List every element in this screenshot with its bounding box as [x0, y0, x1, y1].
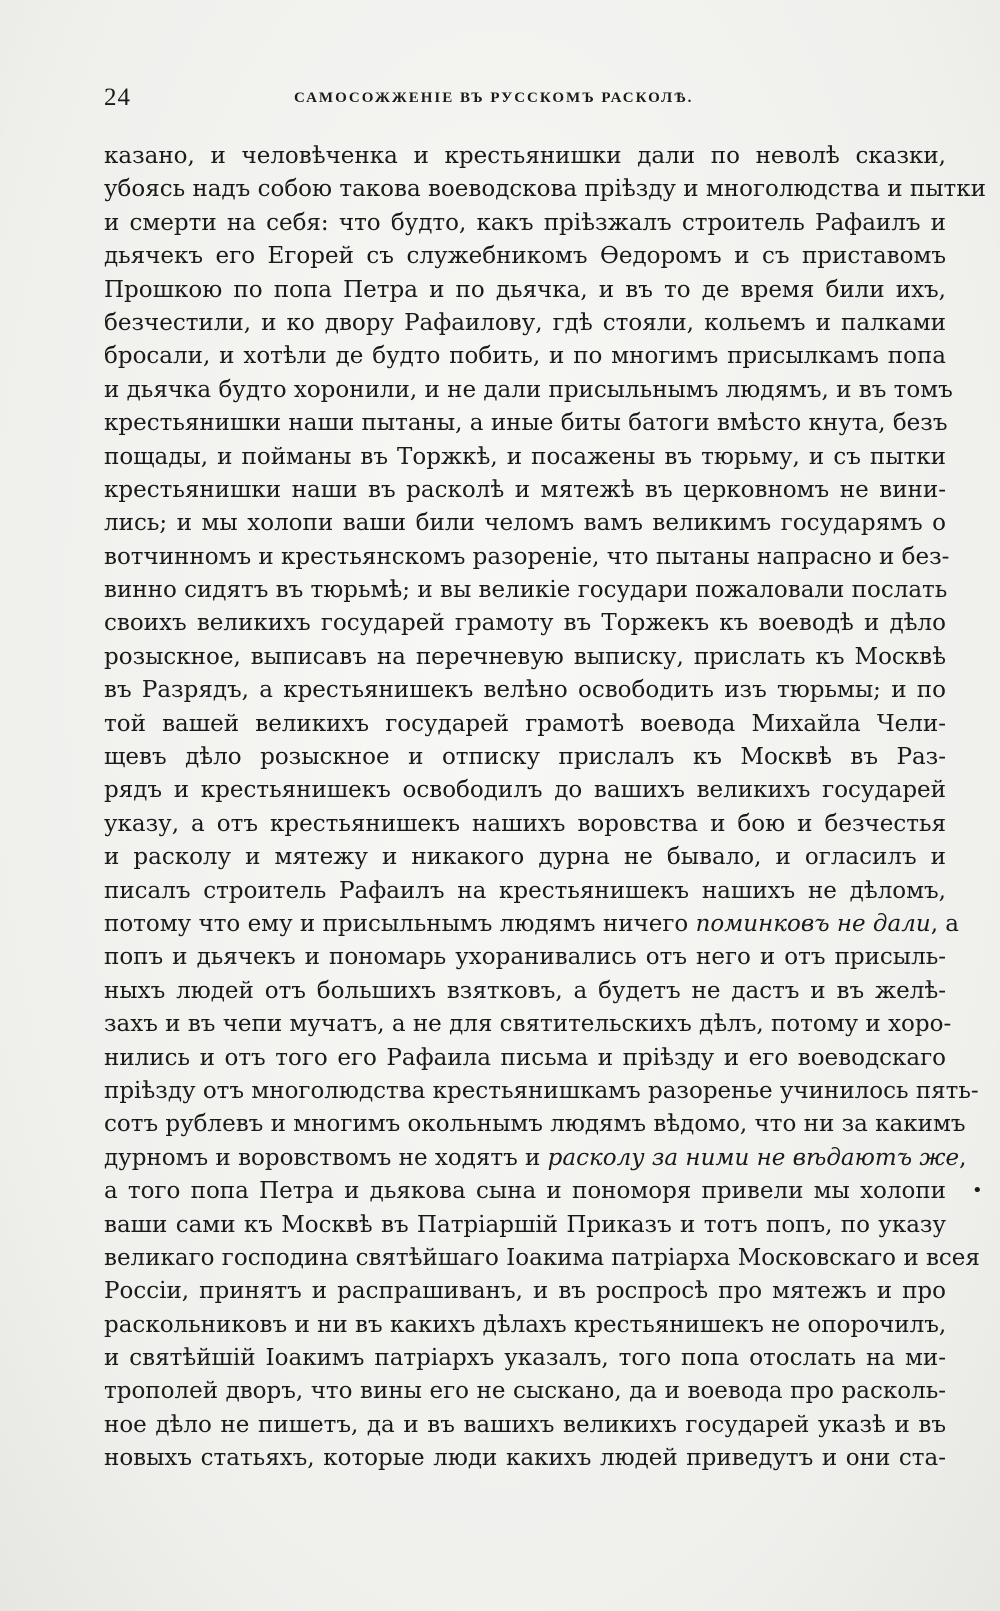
page-number: 24 — [104, 84, 131, 111]
text-line: крестьянишки наши въ расколѣ и мятежѣ въ церковномъ не вини- — [104, 476, 946, 503]
text-line: сотъ рублевъ и многимъ окольнымъ людямъ вѣдомо, что ни за какимъ — [104, 1111, 966, 1138]
text-line: щевъ дѣло розыскное и отписку прислалъ къ Москвѣ въ Раз- — [104, 744, 946, 771]
text-line: крестьянишки наши пытаны, а иные биты батоги вмѣсто кнута, безъ — [104, 410, 948, 437]
text-line: и расколу и мятежу и никакого дурна не бывало, и огласилъ и — [104, 844, 946, 871]
text-line: пріѣзду отъ многолюдства крестьянишкамъ разоренье учинилось пять- — [104, 1077, 979, 1104]
text-line: и дьячка будто хоронили, и не дали присыльнымъ людямъ, и въ томъ — [104, 376, 953, 403]
text-line: пощады, и пойманы въ Торжкѣ, и посажены въ тюрьму, и съ пытки — [104, 443, 946, 470]
text-line: въ Разрядъ, а крестьянишекъ велѣно освободить изъ тюрьмы; и по — [104, 677, 946, 704]
text-line: вотчинномъ и крестьянскомъ разореніе, что пытаны напрасно и без- — [104, 543, 950, 570]
text-line: безчестили, и ко двору Рафаилову, гдѣ стояли, кольемъ и палками — [104, 309, 946, 336]
text-line: Россіи, принятъ и распрашиванъ, и въ роспросѣ про мятежъ и про — [104, 1278, 946, 1305]
italic-phrase: расколу за ними не вѣдаютъ же — [547, 1144, 960, 1171]
text-line: ваши сами къ Москвѣ въ Патріаршій Приказъ и тотъ попъ, по указу — [104, 1211, 946, 1238]
text-line: дьячекъ его Егорей съ служебникомъ Өедоромъ и съ приставомъ — [104, 243, 946, 270]
text-line: ное дѣло не пишетъ, да и въ вашихъ великихъ государей указѣ и въ — [104, 1411, 946, 1438]
text-line: захъ и въ чепи мучатъ, а не для святительскихъ дѣлъ, потому и хоро- — [104, 1011, 952, 1038]
margin-dot: • — [972, 1180, 983, 1201]
body-text — [104, 140, 986, 1476]
text-line: той вашей великихъ государей грамотѣ воевода Михайла Чели- — [104, 710, 946, 737]
text-line: лись; и мы холопи ваши били челомъ вамъ великимъ государямъ о — [104, 510, 946, 537]
text-line: бросали, и хотѣли де будто побить, и по многимъ присылкамъ попа — [104, 343, 946, 370]
text-line: Прошкою по попа Петра и по дьячка, и въ то де время били ихъ, — [104, 276, 946, 303]
text-line: писалъ строитель Рафаилъ на крестьянишекъ нашихъ не дѣломъ, — [104, 877, 946, 904]
text-line: казано, и человѣченка и крестьянишки дали по неволѣ сказки, — [104, 143, 946, 169]
text-line: новыхъ статьяхъ, которые люди какихъ людей приведутъ и они ста- — [104, 1445, 946, 1472]
text-line: нились и отъ того его Рафаила письма и пріѣзду и его воеводскаго — [104, 1044, 946, 1071]
text-line: убоясь надъ собою такова воеводскова пріѣзду и многолюдства и пытки — [104, 176, 986, 203]
page-header — [104, 84, 924, 118]
text-line: и смерти на себя: что будто, какъ пріѣзжалъ строитель Рафаилъ и — [104, 209, 946, 236]
text-line: раскольниковъ и ни въ какихъ дѣлахъ крестьянишекъ не опорочилъ, — [104, 1311, 947, 1338]
text-line: великаго господина святѣйшаго Іоакима патріарха Московскаго и всея — [104, 1244, 980, 1271]
running-head: САМОСОЖЖЕНІЕ ВЪ РУССКОМЪ РАСКОЛѢ. — [294, 90, 694, 106]
text-line: дурномъ и воровствомъ не ходятъ и расколу за ними не вѣдаютъ же, — [104, 1144, 967, 1171]
text-line: трополей дворъ, что вины его не сыскано, да и воевода про расколь- — [104, 1378, 946, 1405]
text-line: указу, а отъ крестьянишекъ нашихъ воровства и бою и безчестья — [104, 810, 946, 837]
text-line: попъ и дьячекъ и пономарь ухоранивались отъ него и отъ присыль- — [104, 944, 946, 971]
text-line: а того попа Петра и дьякова сына и пономоря привели мы холопи — [104, 1178, 946, 1205]
italic-phrase: поминковъ не дали — [695, 910, 931, 937]
text-line: рядъ и крестьянишекъ освободилъ до вашихъ великихъ государей — [104, 777, 946, 804]
text-line: ныхъ людей отъ большихъ взятковъ, а будетъ не дастъ и въ желѣ- — [104, 977, 946, 1004]
text-line: розыскное, выписавъ на перечневую выписку, прислать къ Москвѣ — [104, 643, 946, 670]
text-line: винно сидятъ въ тюрьмѣ; и вы великіе государи пожаловали послать — [104, 577, 948, 604]
text-line: и святѣйшій Іоакимъ патріархъ указалъ, того попа отослать на ми- — [104, 1345, 946, 1372]
text-line: потому что ему и присыльнымъ людямъ ничего поминковъ не дали, а — [104, 910, 960, 937]
text-line: своихъ великихъ государей грамоту въ Торжекъ къ воеводѣ и дѣло — [104, 610, 946, 637]
